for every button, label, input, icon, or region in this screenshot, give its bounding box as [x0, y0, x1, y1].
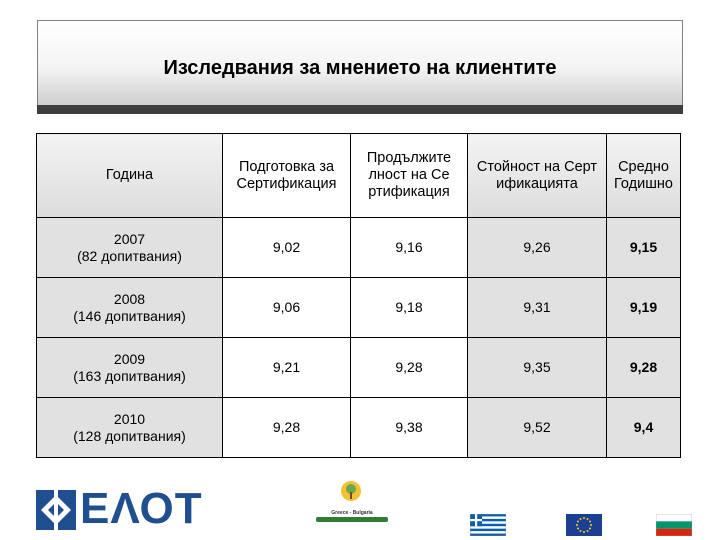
cell-avg: 9,4: [607, 398, 681, 458]
eu-flag-icon: [566, 514, 602, 536]
cell-cost: 9,35: [468, 338, 607, 398]
cell-avg: 9,28: [607, 338, 681, 398]
bulgaria-flag-icon: [656, 514, 692, 536]
header-avg-label: Средно Годишно: [614, 158, 673, 192]
cell-cost: 9,52: [468, 398, 607, 458]
header-duration-label: Продължителност на Сертификация: [366, 150, 452, 200]
greece-flag-icon: [470, 514, 506, 536]
table-header-row: [37, 134, 681, 218]
programme-logo: [316, 478, 388, 526]
cell-prep: 9,02: [223, 218, 351, 278]
elot-emblem-icon: [36, 490, 76, 530]
sun-tree-icon: [340, 480, 362, 502]
page-title: Изследвания за мнението на клиентите: [163, 57, 557, 79]
responses-count: (128 допитвания): [73, 427, 186, 444]
header-prep: [223, 134, 351, 218]
elot-logo-text: ΕΛΟΤ: [80, 484, 203, 533]
header-duration: [351, 134, 468, 218]
title-box: [37, 20, 683, 106]
cell-prep: 9,28: [223, 398, 351, 458]
cell-year: [37, 218, 223, 278]
cell-year: [37, 338, 223, 398]
cell-cost: 9,26: [468, 218, 607, 278]
programme-green-bar: [316, 517, 388, 522]
title-underline: [37, 105, 683, 114]
cell-duration: 9,18: [351, 278, 468, 338]
cell-year: [37, 398, 223, 458]
cell-duration: 9,38: [351, 398, 468, 458]
cell-year: [37, 278, 223, 338]
year-value: 2009: [113, 350, 146, 367]
year-value: 2007: [113, 230, 146, 247]
cell-cost: 9,31: [468, 278, 607, 338]
cell-duration: 9,16: [351, 218, 468, 278]
cell-avg: 9,19: [607, 278, 681, 338]
table-row: [37, 218, 681, 278]
header-avg: [607, 134, 681, 218]
programme-name: Greece - Bulgaria: [331, 510, 373, 516]
cell-avg: 9,15: [607, 218, 681, 278]
header-cost-label: Стойност на Сертификацията: [476, 158, 598, 192]
cell-prep: 9,06: [223, 278, 351, 338]
table-row: [37, 398, 681, 458]
year-value: 2010: [113, 410, 146, 427]
year-value: 2008: [113, 290, 146, 307]
survey-table: [36, 133, 681, 458]
header-prep-label: Подготовка за Сертификация: [236, 158, 337, 192]
cell-prep: 9,21: [223, 338, 351, 398]
header-cost: [468, 134, 607, 218]
table-row: [37, 278, 681, 338]
header-year: Година: [37, 134, 223, 218]
cell-duration: 9,28: [351, 338, 468, 398]
responses-count: (163 допитвания): [73, 367, 186, 384]
table-row: [37, 338, 681, 398]
responses-count: (82 допитвания): [77, 247, 182, 264]
responses-count: (146 допитвания): [73, 307, 186, 324]
